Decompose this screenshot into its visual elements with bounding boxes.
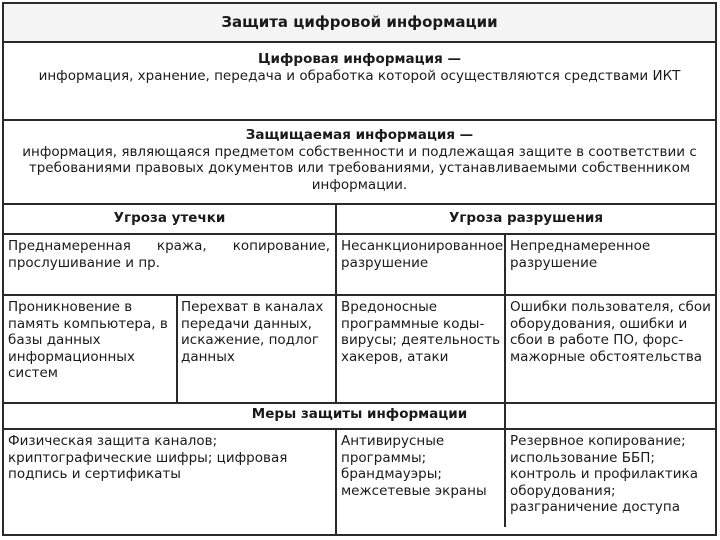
divider xyxy=(4,294,715,296)
cell-leak-theft: Преднамеренная кража, копирование, прослушивание и пр. xyxy=(8,238,330,271)
cell-backup: Резервное копирование; использование ББП; контроль и профилактика оборудования; разграничение доступа xyxy=(510,433,698,515)
definition-text: информация, являющаяся предметом собственности и подлежащая защите в соответствии с требованиями правовых документов или требованиями, устанавливаемыми собственником информации. xyxy=(22,143,697,193)
divider xyxy=(335,428,337,534)
divider xyxy=(4,41,715,43)
divider xyxy=(4,203,715,205)
divider xyxy=(4,428,715,430)
definition-protected xyxy=(10,123,709,203)
definition-digital xyxy=(10,45,709,117)
cell-antivirus: Антивирусные программы; брандмауэры; межсетевые экраны xyxy=(341,433,487,499)
cell-interception: Перехват в каналах передачи данных, искажение, подлог данных xyxy=(181,299,324,365)
cell-unauthorized-destruction: Несанкционированное разрушение xyxy=(341,238,504,271)
cell-unintentional-destruction: Непреднамеренное разрушение xyxy=(510,238,651,271)
info-protection-table xyxy=(2,2,717,536)
table-title: Защита цифровой информации xyxy=(4,4,715,41)
definition-text: информация, хранение, передача и обработка которой осуществляются средствами ИКТ xyxy=(38,67,681,84)
divider xyxy=(4,233,715,235)
cell-physical-protection: Физическая защита каналов; криптографические шифры; цифровая подпись и сертификаты xyxy=(8,433,288,482)
header-leak-threat: Угроза утечки xyxy=(113,210,226,226)
definition-term: Защищаемая информация — xyxy=(245,127,474,143)
cell-penetration: Проникновение в память компьютера, в базы данных информационных систем xyxy=(8,299,168,381)
header-protection-measures: Меры защиты информации xyxy=(251,406,468,422)
divider xyxy=(4,402,715,404)
cell-malware: Вредоносные программные коды-вирусы; деятельность хакеров, атаки xyxy=(341,299,501,365)
definition-term: Цифровая информация — xyxy=(258,51,461,67)
header-destroy-threat: Угроза разрушения xyxy=(448,210,604,226)
divider xyxy=(4,119,715,121)
divider xyxy=(504,233,506,527)
cell-user-errors: Ошибки пользователя, сбои оборудования, ошибки и сбои в работе ПО, форс-мажорные обстоятельства xyxy=(510,299,711,365)
divider xyxy=(176,294,178,403)
